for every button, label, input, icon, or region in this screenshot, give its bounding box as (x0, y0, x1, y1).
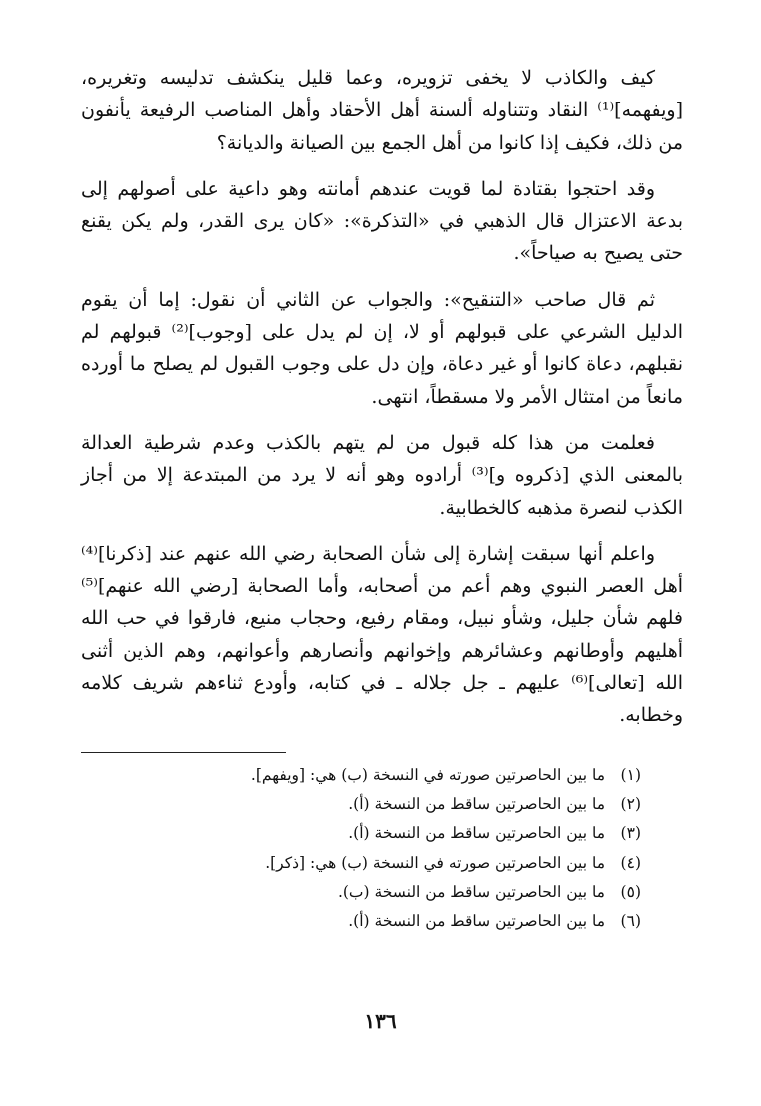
footnote-text: ما بين الحاصرتين صورته في النسخة (ب) هي: [ويفهم]. (250, 765, 605, 784)
footnote-text: ما بين الحاصرتين ساقط من النسخة (ب). (337, 882, 605, 901)
paragraph-5: واعلم أنها سبقت إشارة إلى شأن الصحابة رضي الله عنهم عند [ذكرنا]⁽⁴⁾ أهل العصر النبوي وهم أعم من أصحابه، وأما الصحابة [رضي الله عنهم]⁽⁵⁾ فلهم شأن جليل، وشأو نبيل، ومقام رفيع، وحجاب منيع، فارقوا في حب الله أهليهم وأوطانهم وعشائرهم وإخوانهم وأنصارهم وأعوانهم، وهم الذين أثنى الله [تعالى]⁽⁶⁾ عليهم ـ جل جلاله ـ في كتابه، وأودع ثناءهم شريف كلامه وخطابه. (81, 542, 683, 727)
footnote-item (81, 790, 641, 819)
paragraph-2: وقد احتجوا بقتادة لما قويت عندهم أمانته وهو داعية على أصولهم إلى بدعة الاعتزال قال الذهبي في «التذكرة»: «كان يرى القدر، ولم يكن يقنع حتى يصيح به صياحاً». (81, 177, 683, 265)
footnote-item (81, 761, 641, 790)
footnote-item (81, 907, 641, 936)
footnote-item (81, 819, 641, 848)
footnote-text: ما بين الحاصرتين ساقط من النسخة (أ). (348, 794, 605, 813)
page-body (81, 62, 683, 936)
footnote-text: ما بين الحاصرتين ساقط من النسخة (أ). (348, 912, 605, 931)
footnote-number: (٦) (620, 912, 641, 931)
paragraph-4: فعلمت من هذا كله قبول من لم يتهم بالكذب وعدم شرطية العدالة بالمعنى الذي [ذكروه و]⁽³⁾ أرادوه وهو أنه لا يرد من المبتدعة إلا من أجاز الكذب لنصرة مذهبه كالخطابية. (81, 431, 684, 519)
footnote-item (81, 878, 641, 907)
footnote-number: (٣) (620, 824, 641, 843)
footnote-number: (٢) (620, 794, 641, 813)
footnote-text: ما بين الحاصرتين ساقط من النسخة (أ). (348, 824, 605, 843)
footnote-number: (٥) (620, 882, 641, 901)
footnote-number: (١) (620, 765, 641, 784)
footnote-item (81, 849, 641, 878)
page-number: ١٣٦ (364, 1009, 397, 1033)
footnotes-list (81, 761, 683, 937)
paragraph-1: كيف والكاذب لا يخفى تزويره، وعما قليل ينكشف تدليسه وتغريره، [ويفهمه]⁽¹⁾ النقاد وتتناوله ألسنة أهل الأحقاد وأهل المناصب الرفيعة يأنفون من ذلك، فكيف إذا كانوا من أهل الجمع بين الصيانة والديانة؟ (81, 67, 683, 154)
footnote-divider (81, 752, 286, 753)
footnote-number: (٤) (620, 853, 641, 872)
paragraph-3: ثم قال صاحب «التنقيح»: والجواب عن الثاني أن نقول: إما أن يقوم الدليل الشرعي على قبولهم أو لا، إن لم يدل على [وجوب]⁽²⁾ قبولهم لم نقبلهم، دعاة كانوا أو غير دعاة، وإن دل على وجوب القبول لم يصلح ما أورده مانعاً من امتثال الأمر ولا مسقطاً، انتهى. (81, 288, 683, 408)
footnote-text: ما بين الحاصرتين صورته في النسخة (ب) هي: [ذكر]. (265, 853, 605, 872)
